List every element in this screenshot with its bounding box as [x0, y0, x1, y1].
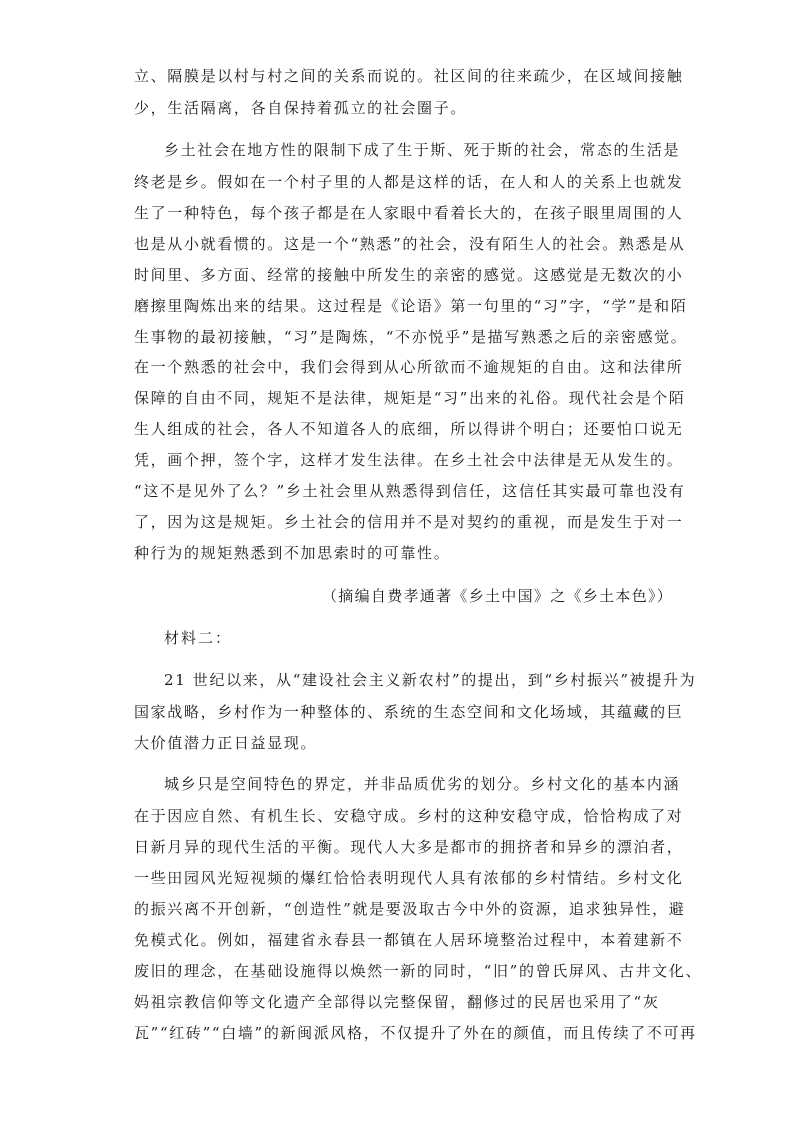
text-line: 的振兴离不开创新，“创造性”就是要汲取古今中外的资源，追求独异性，避	[134, 900, 686, 918]
text-line: 生人组成的社会，各人不知道各人的底细，所以得讲个明白；还要怕口说无	[134, 420, 684, 438]
paragraph-first-line: 城乡只是空间特色的界定，并非品质优劣的划分。乡村文化的基本内涵	[164, 775, 681, 793]
text-line: 在一个熟悉的社会中，我们会得到从心所欲而不逾规矩的自由。这和法律所	[134, 358, 684, 376]
text-line: 种行为的规矩熟悉到不加思索时的可靠性。	[134, 544, 451, 562]
text-line: 日新月异的现代生活的平衡。现代人大多是都市的拥挤者和异乡的漂泊者，	[134, 838, 684, 856]
text-line: 了，因为这是规矩。乡土社会的信用并不是对契约的重视，而是发生于对一	[134, 513, 684, 531]
text-line: 终老是乡。假如在一个村子里的人都是这样的话，在人和人的关系上也就发	[134, 173, 684, 191]
text-line: 立、隔膜是以村与村之间的关系而说的。社区间的往来疏少，在区域间接触	[134, 67, 684, 85]
text-line: 在于因应自然、有机生长、安稳守成。乡村的这种安稳守成，恰恰构成了对	[134, 807, 684, 825]
source-citation: （摘编自费孝通著《乡土中国》之《乡土本色》）	[322, 587, 674, 605]
text-line: 国家战略，乡村作为一种整体的、系统的生态空间和文化场域，其蕴藏的巨	[134, 703, 684, 721]
text-line: 保障的自由不同，规矩不是法律，规矩是“习”出来的礼俗。现代社会是个陌	[134, 389, 686, 407]
text-line: 免模式化。例如，福建省永春县一都镇在人居环境整治过程中，本着建新不	[134, 931, 684, 949]
text-line: 少，生活隔离，各自保持着孤立的社会圈子。	[134, 99, 468, 117]
text-line: 磨擦里陶炼出来的结果。这过程是《论语》第一句里的“习”字，“学”是和陌	[134, 297, 688, 315]
text-line: 生了一种特色，每个孩子都是在人家眼中看着长大的，在孩子眼里周围的人	[134, 204, 684, 222]
text-line: 废旧的理念，在基础设施得以焕然一新的同时，“旧”的曾氏屏风、古井文化、	[134, 962, 703, 980]
paragraph-first-line: 21 世纪以来，从“建设社会主义新农村”的提出，到“乡村振兴”被提升为	[164, 671, 697, 689]
section-heading: 材料二：	[164, 629, 233, 647]
text-line: 生事物的最初接触，“习”是陶炼，“不亦悦乎”是描写熟悉之后的亲密感觉。	[134, 328, 688, 346]
text-line: 瓦”“红砖”“白墙”的新闽派风格，不仅提升了外在的颜值，而且传续了不可再	[134, 1024, 697, 1042]
text-line: 凭，画个押，签个字，这样才发生法律。在乡土社会中法律是无从发生的。	[134, 451, 684, 469]
text-line: 妈祖宗教信仰等文化遗产全部得以完整保留，翻修过的民居也采用了“灰	[134, 993, 660, 1011]
text-line: 一些田园风光短视频的爆红恰恰表明现代人具有浓郁的乡村情结。乡村文化	[134, 869, 684, 887]
text-line: “这不是见外了么？”乡土社会里从熟悉得到信任，这信任其实最可靠也没有	[134, 482, 686, 500]
text-line: 时间里、多方面、经常的接触中所发生的亲密的感觉。这感觉是无数次的小	[134, 266, 684, 284]
text-line: 也是从小就看惯的。这是一个“熟悉”的社会，没有陌生人的社会。熟悉是从	[134, 235, 686, 253]
paragraph-first-line: 乡土社会在地方性的限制下成了生于斯、死于斯的社会，常态的生活是	[164, 141, 681, 159]
text-line: 大价值潜力正日益显现。	[134, 734, 318, 752]
